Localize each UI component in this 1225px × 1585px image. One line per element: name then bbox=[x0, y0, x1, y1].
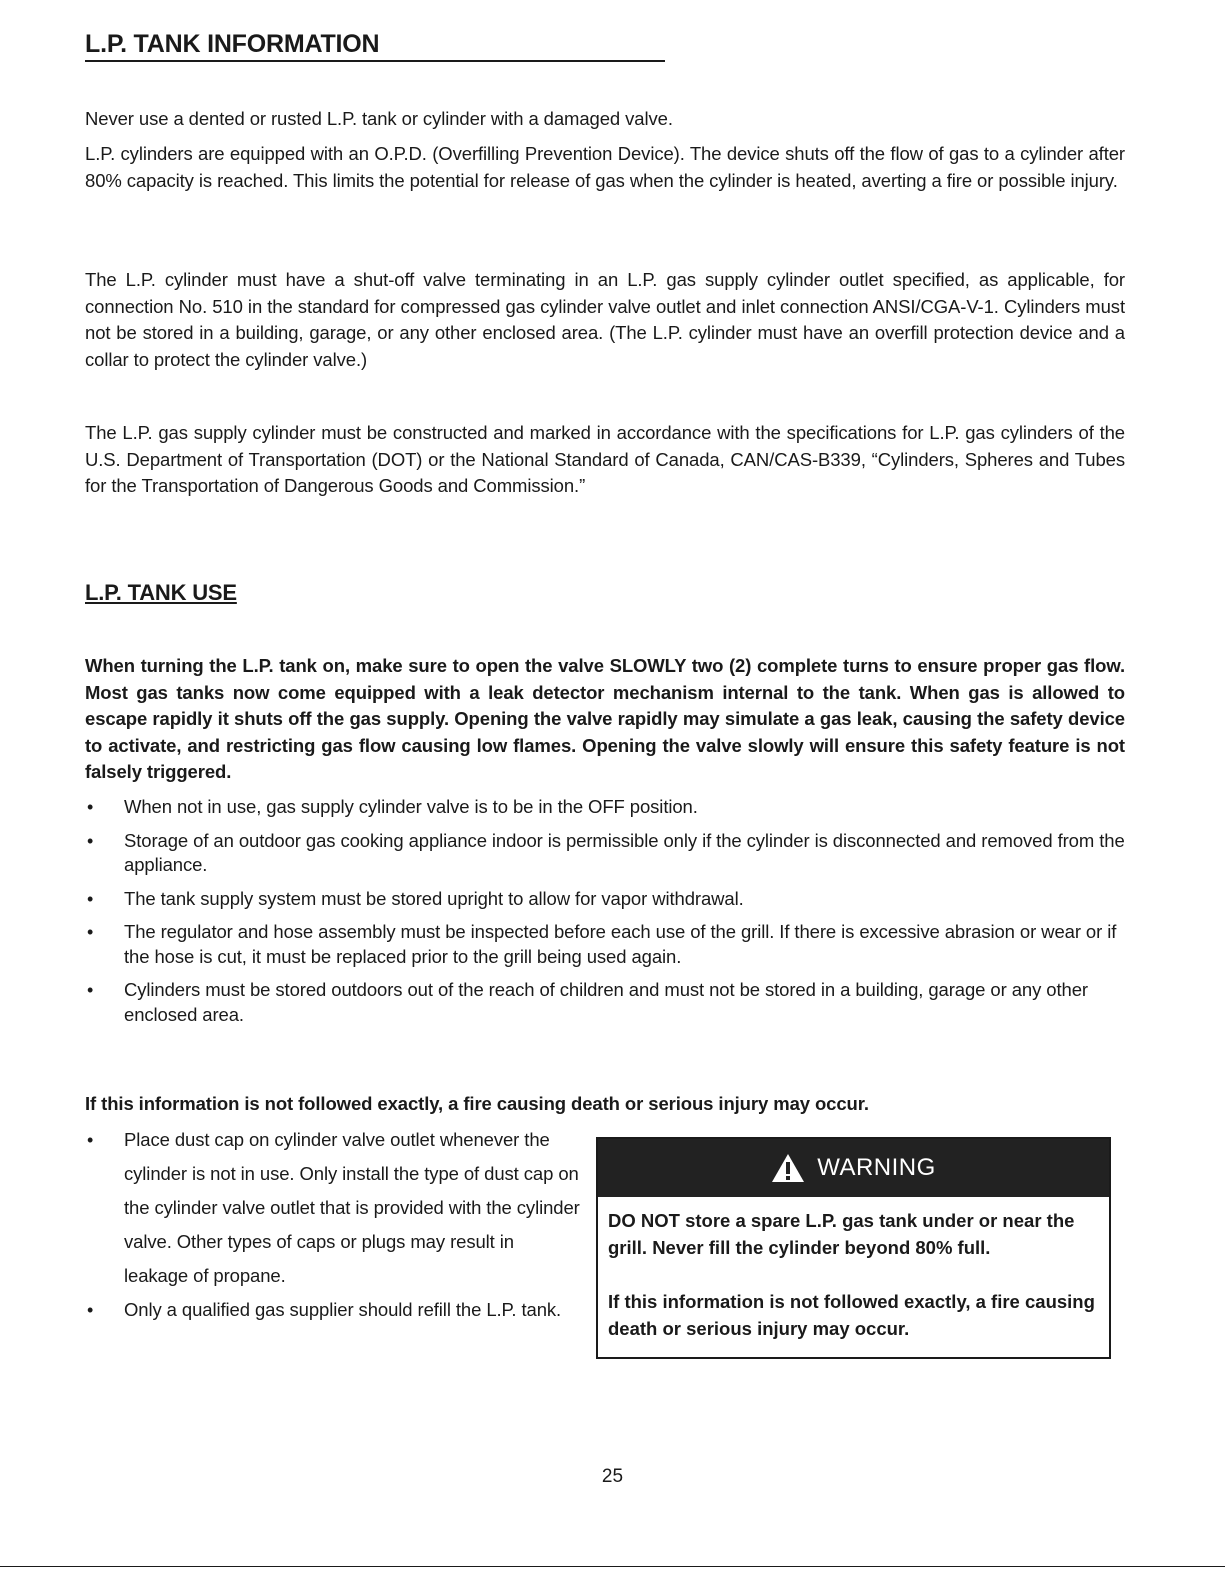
dust-cap-bullet-list bbox=[85, 1123, 580, 1327]
list-item: • When not in use, gas supply cylinder valve is to be in the OFF position. bbox=[85, 795, 1125, 820]
warning-title: WARNING bbox=[817, 1154, 936, 1181]
list-item: • Only a qualified gas supplier should refill the L.P. tank. bbox=[85, 1293, 580, 1327]
list-item: • Place dust cap on cylinder valve outlet whenever the cylinder is not in use. Only install the type of dust cap on the cylinder valve outlet that is provided with the cylinder valve. Other types of caps or plugs may result in leakage of propane. bbox=[85, 1123, 580, 1293]
warning-triangle-icon bbox=[771, 1153, 805, 1183]
paragraph-valve-slowly: When turning the L.P. tank on, make sure to open the valve SLOWLY two (2) complete turns to ensure proper gas flow. Most gas tanks now come equipped with a leak detector mechanism internal to the tank. When gas is allowed to escape rapidly it shuts off the gas supply. Opening the valve rapidly may simulate a gas leak, causing the safety device to activate, and restricting gas flow causing low flames. Opening the valve slowly will ensure this safety feature is not falsely triggered. bbox=[85, 655, 1125, 782]
warning-text-spare-tank: DO NOT store a spare L.P. gas tank under or near the grill. Never fill the cylinder beyond 80% full. bbox=[608, 1210, 1075, 1258]
paragraph-opd: L.P. cylinders are equipped with an O.P.D. (Overfilling Prevention Device). The device shuts off the flow of gas to a cylinder after 80% capacity is reached. This limits the potential for release of gas when the cylinder is heated, averting a fire or possible injury. bbox=[85, 143, 1125, 191]
list-item: • Storage of an outdoor gas cooking appliance indoor is permissible only if the cylinder is disconnected and removed from the appliance. bbox=[85, 829, 1125, 878]
warning-header bbox=[598, 1139, 1109, 1197]
fire-warning-line: If this information is not followed exactly, a fire causing death or serious injury may occur. bbox=[85, 1093, 869, 1114]
page-number: 25 bbox=[601, 1466, 624, 1487]
section-heading-tank-information: L.P. TANK INFORMATION bbox=[85, 28, 665, 62]
list-item: • The tank supply system must be stored upright to allow for vapor withdrawal. bbox=[85, 887, 1125, 912]
tank-use-bullet-list bbox=[85, 795, 1125, 1036]
paragraph-shutoff-valve: The L.P. cylinder must have a shut-off valve terminating in an L.P. gas supply cylinder outlet specified, as applicable, for connection No. 510 in the standard for compressed gas cylinder valve outlet and inlet connection ANSI/CGA-V-1. Cylinders must not be stored in a building, garage, or any other enclosed area. (The L.P. cylinder must have an overfill protection device and a collar to protect the cylinder valve.) bbox=[85, 269, 1125, 370]
warning-body bbox=[598, 1197, 1109, 1342]
bottom-divider bbox=[0, 1566, 1225, 1567]
list-item: • Cylinders must be stored outdoors out of the reach of children and must not be stored in a building, garage or any other enclosed area. bbox=[85, 978, 1125, 1027]
warning-box bbox=[596, 1137, 1111, 1359]
paragraph-dented-tank: Never use a dented or rusted L.P. tank or cylinder with a damaged valve. bbox=[85, 108, 673, 129]
section-heading-tank-use: L.P. TANK USE bbox=[85, 580, 237, 605]
warning-text-fire: If this information is not followed exactly, a fire causing death or serious injury may occur. bbox=[608, 1291, 1095, 1339]
list-item: • The regulator and hose assembly must be inspected before each use of the grill. If there is excessive abrasion or wear or if the hose is cut, it must be replaced prior to the grill being used again. bbox=[85, 920, 1125, 969]
paragraph-dot-specs: The L.P. gas supply cylinder must be constructed and marked in accordance with the specifications for L.P. gas cylinders of the U.S. Department of Transportation (DOT) or the National Standard of Canada, CAN/CAS-B339, “Cylinders, Spheres and Tubes for the Transportation of Dangerous Goods and Commission.” bbox=[85, 422, 1125, 496]
